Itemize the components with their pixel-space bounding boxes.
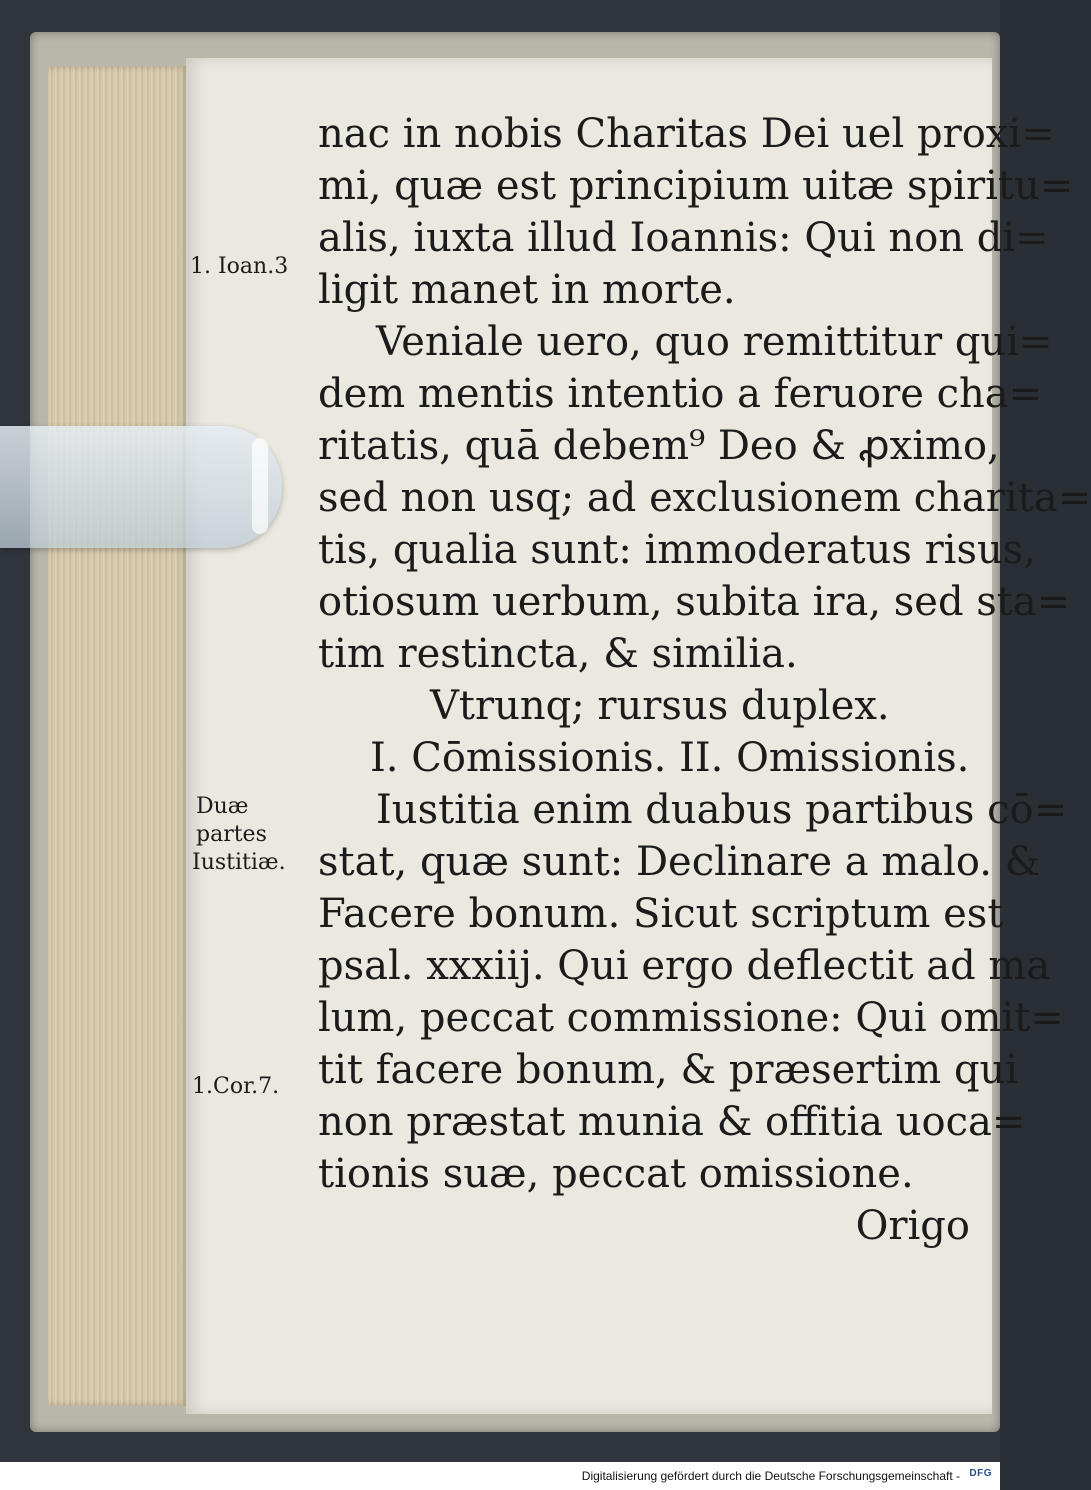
text-line: Veniale uero, quo remittitur qui=	[376, 319, 1053, 365]
margin-note-ioan: 1. Ioan.3	[190, 254, 289, 279]
margin-note-partes: partes	[196, 822, 267, 847]
margin-note-cor: 1.Cor.7.	[192, 1074, 280, 1099]
text-line: alis, iuxta illud Ioannis: Qui non di=	[318, 215, 1049, 261]
text-line: lum, peccat commissione: Qui omit=	[318, 995, 1064, 1041]
text-line: tionis suæ, peccat omissione.	[318, 1151, 914, 1197]
text-line: tim restincta, & similia.	[318, 631, 798, 677]
text-line: Iustitia enim duabus partibus cō=	[376, 787, 1068, 833]
page-holder-strip	[0, 426, 282, 548]
dfg-logo: DFG	[969, 1468, 992, 1479]
text-line: otiosum uerbum, subita ira, sed sta=	[318, 579, 1071, 625]
text-line: nac in nobis Charitas Dei uel proxi=	[318, 111, 1055, 157]
text-line: non præstat munia & offitia uoca=	[318, 1099, 1026, 1145]
text-line: ritatis, quā debem⁹ Deo & ꝓximo,	[318, 423, 1000, 469]
book-fore-edge	[48, 66, 188, 1406]
margin-note-duae: Duæ	[196, 794, 249, 819]
text-line: ligit manet in morte.	[318, 267, 736, 313]
text-line: tit facere bonum, & præsertim qui	[318, 1047, 1019, 1093]
margin-note-iustitiae: Iustitiæ.	[192, 850, 286, 875]
page-text	[318, 108, 1091, 1252]
footer-credit: Digitalisierung gefördert durch die Deutsche Forschungsgemeinschaft -	[581, 1469, 960, 1483]
text-line: dem mentis intentio a feruore cha=	[318, 371, 1043, 417]
catchword: Origo	[855, 1203, 970, 1249]
text-line: Vtrunq; rursus duplex.	[430, 683, 890, 729]
text-line: sed non usq; ad exclusionem charita=	[318, 475, 1091, 521]
footer-bar	[0, 1462, 1000, 1490]
text-line: psal. xxxiij. Qui ergo deflectit ad ma	[318, 943, 1051, 989]
text-line: mi, quæ est principium uitæ spiritu=	[318, 163, 1074, 209]
text-line: I. Cōmissionis. II. Omissionis.	[370, 735, 970, 781]
page-holder-tip	[252, 438, 268, 534]
text-line: tis, qualia sunt: immoderatus risus,	[318, 527, 1037, 573]
text-line: stat, quæ sunt: Declinare a malo. &	[318, 839, 1041, 885]
text-line: Facere bonum. Sicut scriptum est	[318, 891, 1004, 937]
